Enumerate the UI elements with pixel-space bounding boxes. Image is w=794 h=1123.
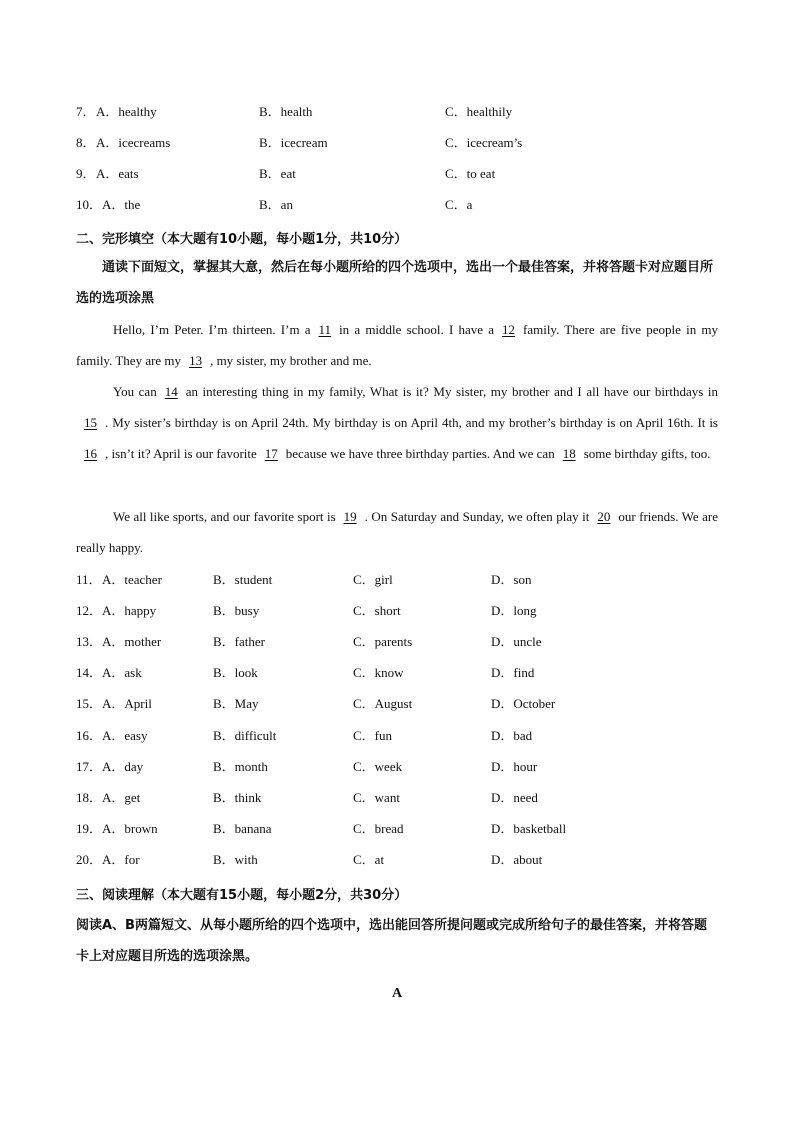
option-a: A．eats (96, 166, 139, 181)
option-c: C．bread (353, 820, 404, 836)
section-2-instruction-text: 通读下面短文，掌握其大意，然后在每小题所给的四个选项中，选出一个最佳答案，并将答题卡对应题目所选的选项涂黑 (76, 260, 714, 306)
option-a: A．teacher (102, 572, 162, 587)
section-3-title: 三、阅读理解（本大题有15小题，每小题2分，共30分） (76, 888, 408, 903)
option-b: B．icecream (259, 135, 328, 150)
option-b: B．busy (213, 603, 260, 619)
question-number: 10． (76, 197, 103, 212)
question-number: 19． (76, 820, 103, 836)
blank-14: 14 (164, 384, 178, 399)
option-a: A．easy (102, 727, 148, 743)
passage-paragraph-3 (76, 501, 718, 563)
option-d: D．find (491, 665, 535, 681)
question-number: 18． (76, 789, 103, 805)
option-c: C．at (353, 851, 385, 867)
option-b: B．father (213, 634, 265, 650)
option-b: B．with (213, 851, 258, 867)
passage-paragraph-2 (76, 376, 718, 469)
question-number: 11． (76, 572, 102, 587)
option-b: B．difficult (213, 727, 277, 743)
question-number: 13． (76, 634, 103, 650)
passage-a-title: A (391, 986, 403, 1001)
question-number: 12． (76, 603, 103, 619)
blank-15: 15 (84, 415, 97, 430)
question-number: 17． (76, 758, 103, 774)
blank-18: 18 (562, 446, 576, 461)
option-a: A．April (102, 696, 152, 712)
passage-text: . My sister’s birthday is on April 24th. My birthday is on April 4th, and my brother’s birthday is on April 16th. It is (105, 415, 718, 430)
option-a: A．get (102, 789, 141, 805)
option-d: D．hour (491, 758, 538, 774)
option-a: A．happy (102, 603, 157, 619)
option-d: D．uncle (491, 634, 542, 650)
option-b: B．think (213, 789, 262, 805)
question-number: 16． (76, 727, 103, 743)
passage-text: family. There are five people in my family. They are my (76, 322, 718, 368)
option-c: C．healthily (445, 104, 513, 119)
question-number: 14． (76, 665, 103, 681)
question-number: 8． (76, 135, 96, 150)
option-d: D．bad (491, 727, 533, 743)
option-d: D．basketball (491, 820, 567, 836)
option-d: D．need (491, 789, 538, 805)
blank-19: 19 (343, 509, 357, 524)
option-c: C．fun (353, 727, 393, 743)
question-number: 9． (76, 166, 96, 181)
section-2-title: 二、完形填空（本大题有10小题，每小题1分，共10分） (76, 232, 408, 247)
passage-text: our friends. We are really happy. (76, 509, 719, 555)
option-a: A．day (102, 758, 144, 774)
option-c: C．to eat (445, 166, 496, 181)
passage-text: , my sister, my brother and me. (210, 353, 372, 368)
option-c: C．a (445, 197, 473, 212)
blank-17: 17 (264, 446, 278, 461)
option-b: B．banana (213, 820, 272, 836)
section-3-instruction: 阅读A、B两篇短文、从每小题所给的四个选项中，选出能回答所提问题或完成所给句子的最佳答案，并将答题卡上对应题目所选的选项涂黑。 (76, 918, 707, 964)
blank-20: 20 (597, 509, 611, 524)
option-a: A．icecreams (96, 135, 171, 150)
option-b: B．health (259, 104, 313, 119)
option-c: C．week (353, 758, 403, 774)
question-number: 15． (76, 696, 103, 712)
option-a: A．the (102, 197, 141, 212)
option-c: C．short (353, 603, 401, 619)
passage-text: We all like sports, and our favorite sport is (113, 509, 336, 524)
option-b: B．eat (259, 166, 296, 181)
passage-text: , isn’t it? April is our favorite (105, 446, 257, 461)
option-d: D．about (491, 851, 543, 867)
blank-12: 12 (502, 322, 515, 337)
option-b: B．May (213, 696, 259, 712)
option-c: C．August (353, 696, 413, 712)
option-b: B．an (259, 197, 293, 212)
option-d: D．long (491, 603, 537, 619)
blank-13: 13 (189, 353, 203, 368)
passage-text: Hello, I’m Peter. I’m thirteen. I’m a (113, 322, 311, 337)
passage-text: . On Saturday and Sunday, we often play it (364, 509, 590, 524)
option-c: C．icecream’s (445, 135, 523, 150)
option-a: A．healthy (96, 104, 157, 119)
option-a: A．for (102, 851, 140, 867)
option-b: B．student (213, 572, 273, 587)
passage-text: an interesting thing in my family, What is it? My sister, my brother and I all have our birthdays in (185, 384, 718, 399)
passage-paragraph-1 (76, 314, 718, 376)
option-d: D．October (491, 696, 556, 712)
option-a: A．brown (102, 820, 158, 836)
passage-text: You can (113, 384, 157, 399)
option-b: B．month (213, 758, 268, 774)
passage-text: because we have three birthday parties. And we can (285, 446, 555, 461)
option-c: C．know (353, 665, 404, 681)
option-d: D．son (491, 572, 532, 587)
option-c: C．want (353, 789, 400, 805)
blank-11: 11 (318, 322, 332, 337)
option-c: C．parents (353, 634, 413, 650)
question-number: 7． (76, 104, 96, 119)
option-c: C．girl (353, 572, 393, 587)
passage-text: some birthday gifts, too. (583, 446, 711, 461)
option-a: A．mother (102, 634, 162, 650)
option-b: B．look (213, 665, 258, 681)
question-number: 20． (76, 851, 103, 867)
blank-16: 16 (84, 446, 97, 461)
option-a: A．ask (102, 665, 142, 681)
passage-text: in a middle school. I have a (339, 322, 494, 337)
section-2-instruction (76, 252, 718, 314)
